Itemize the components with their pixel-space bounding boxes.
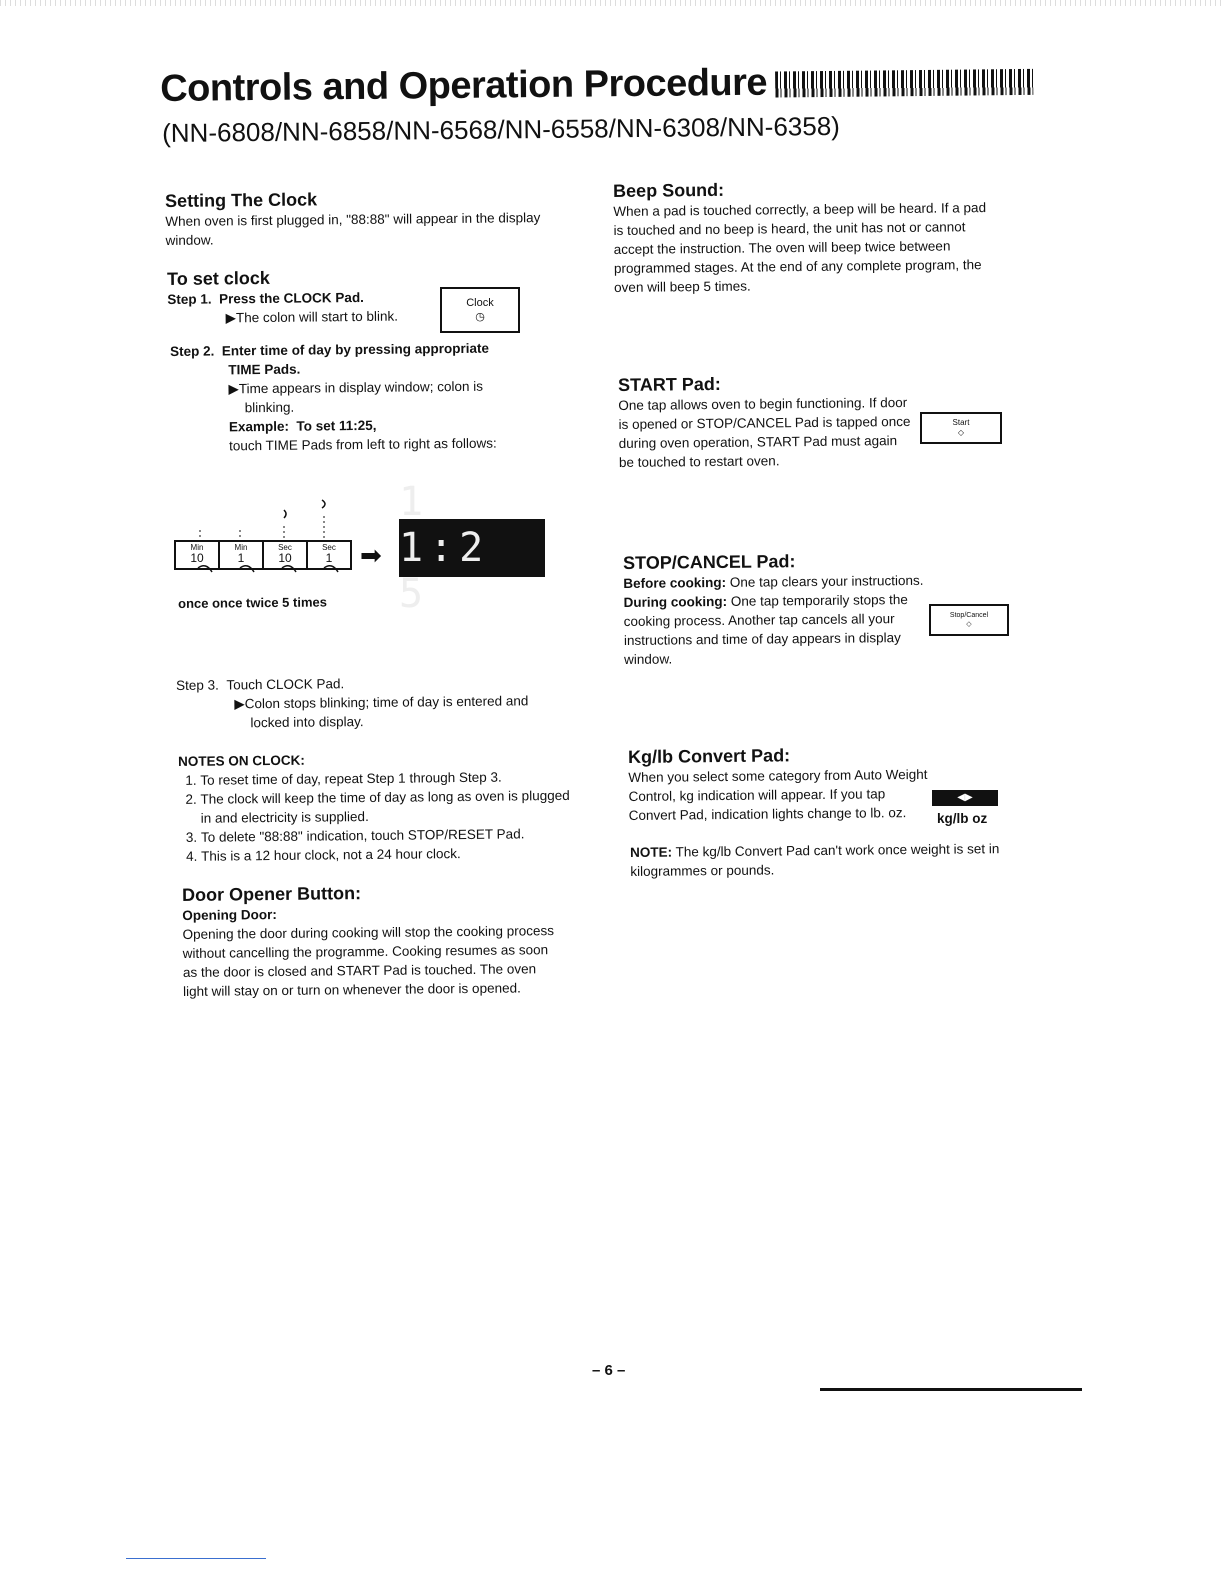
page-title	[160, 59, 1033, 111]
kg-note	[630, 839, 1010, 881]
stop-before-text: One tap clears your instructions.	[729, 572, 924, 590]
start-icon: ◇	[957, 428, 965, 437]
step2-label: Step 2.	[170, 343, 215, 359]
beep-section	[613, 176, 999, 297]
start-text: One tap allows oven to begin functioning. If door is opened or STOP/CANCEL Pad is tapped once during oven operation, START Pad must again be touched to restart oven.	[618, 394, 911, 470]
clock-pad	[440, 287, 520, 333]
stop-section	[623, 548, 972, 669]
arrow-right-icon: ➡	[360, 540, 382, 570]
kg-text: When you select some category from Auto Weight Control, kg indication will appear. If you tap Convert Pad, indication lights change to lb. oz.	[628, 766, 928, 823]
set-clock-heading: To set clock	[167, 267, 270, 289]
step3-sub2: locked into display.	[250, 714, 364, 731]
page-number: – 6 –	[592, 1362, 626, 1379]
clock-icon: ◷	[475, 311, 485, 323]
set-clock-section	[167, 265, 438, 328]
display-value: 1 1:2 5	[399, 479, 490, 617]
stop-before-label: Before cooking:	[623, 574, 727, 591]
door-heading: Door Opener Button:	[182, 883, 362, 905]
notes-section	[178, 748, 574, 866]
time-pad-unit: Min	[190, 543, 204, 552]
press-counts: once once twice 5 times	[178, 594, 328, 611]
step3-label: Step 3.	[176, 677, 219, 693]
scan-noise-top	[0, 0, 1224, 6]
time-pad-value: 1	[237, 551, 245, 565]
kg-note-text: The kg/lb Convert Pad can't work once weight is set in kilogrammes or pounds.	[630, 841, 1000, 879]
stop-icon: ◇	[966, 621, 972, 628]
stop-during-text: One tap temporarily stops the cooking process. Another tap cancels all your instructions and time of day appears in display window.	[623, 592, 908, 667]
time-pad-unit: Min	[234, 543, 248, 552]
clock-section	[165, 186, 546, 250]
time-pad-value: 10	[278, 551, 292, 565]
clock-pad-label: Clock	[466, 297, 494, 309]
start-heading: START Pad:	[618, 373, 721, 395]
step2-sub: ▶Time appears in display window; colon is	[228, 378, 484, 397]
step2-text: Enter time of day by pressing appropriate	[221, 340, 490, 359]
title-rule-decoration	[775, 69, 1033, 98]
time-pad-value: 10	[190, 551, 204, 565]
note-item: 3. To delete "88:88" indication, touch STOP/RESET Pad.	[201, 824, 574, 847]
step3-text: Touch CLOCK Pad.	[226, 676, 345, 693]
stop-pad-label: Stop/Cancel	[949, 612, 989, 619]
door-subheading: Opening Door:	[182, 907, 277, 923]
clock-heading: Setting The Clock	[165, 189, 318, 211]
kg-heading: Kg/lb Convert Pad:	[628, 745, 791, 767]
step1-sub: ▶The colon will start to blink.	[225, 308, 399, 326]
beep-text: When a pad is touched correctly, a beep will be heard. If a pad is touched and no beep is heard, the unit has not or cannot accept the instruction. The oven will beep twice between programmed stages. At the end of any complete program, the oven will beep 5 times.	[613, 200, 987, 295]
note-item: 1. To reset time of day, repeat Step 1 through Step 3.	[200, 767, 573, 790]
step2-sub2: blinking.	[244, 399, 295, 416]
time-pad-value: 1	[325, 551, 333, 565]
kg-section	[628, 743, 929, 825]
finger-taps-illustration	[174, 496, 364, 592]
step2-text2: TIME Pads.	[228, 361, 301, 378]
time-pad-unit: Sec	[278, 543, 292, 552]
time-pad-unit: Sec	[322, 543, 336, 552]
kg-note-label: NOTE:	[630, 844, 673, 860]
step1-text: Press the CLOCK Pad.	[219, 289, 364, 307]
start-section	[618, 371, 911, 472]
kg-caption: kg/lb oz	[937, 811, 988, 826]
step1-label: Step 1.	[167, 291, 212, 307]
stop-cancel-pad	[929, 604, 1009, 636]
example-label: Example:	[228, 418, 289, 435]
example-text2: touch TIME Pads from left to right as follows:	[229, 435, 497, 454]
note-item: 2. The clock will keep the time of day as long as oven is plugged in and electricity is supplied.	[200, 786, 573, 828]
example-text: To set 11:25,	[296, 417, 377, 434]
kg-lb-indicator-icon: ◀▶	[932, 790, 998, 806]
start-pad-label: Start	[952, 418, 970, 427]
step3-section	[176, 672, 577, 733]
note-item: 4. This is a 12 hour clock, not a 24 hour clock.	[201, 843, 574, 866]
clock-text: When oven is first plugged in, "88:88" will appear in the display window.	[165, 210, 541, 248]
notes-list	[178, 767, 574, 866]
door-text: Opening the door during cooking will stop the cooking process without cancelling the programme. Cooking resumes as soon as the door is closed and START Pad is touched. The oven light will stay on or turn on whenever the door is opened.	[182, 923, 555, 999]
door-section	[182, 880, 563, 1001]
step3-sub: ▶Colon stops blinking; time of day is entered and	[234, 693, 529, 712]
link-underline-artifact	[126, 1558, 266, 1559]
stop-during-label: During cooking:	[623, 593, 728, 610]
model-list: (NN-6808/NN-6858/NN-6568/NN-6558/NN-6308/NN-6358)	[162, 110, 841, 148]
beep-heading: Beep Sound:	[613, 179, 725, 201]
step2-section	[170, 338, 561, 456]
stop-heading: STOP/CANCEL Pad:	[623, 551, 796, 573]
notes-heading: NOTES ON CLOCK:	[178, 752, 305, 769]
title-text: Controls and Operation Procedure	[160, 61, 768, 110]
scan-edge-line	[820, 1388, 1082, 1391]
start-pad	[920, 412, 1002, 444]
time-display	[399, 479, 545, 617]
